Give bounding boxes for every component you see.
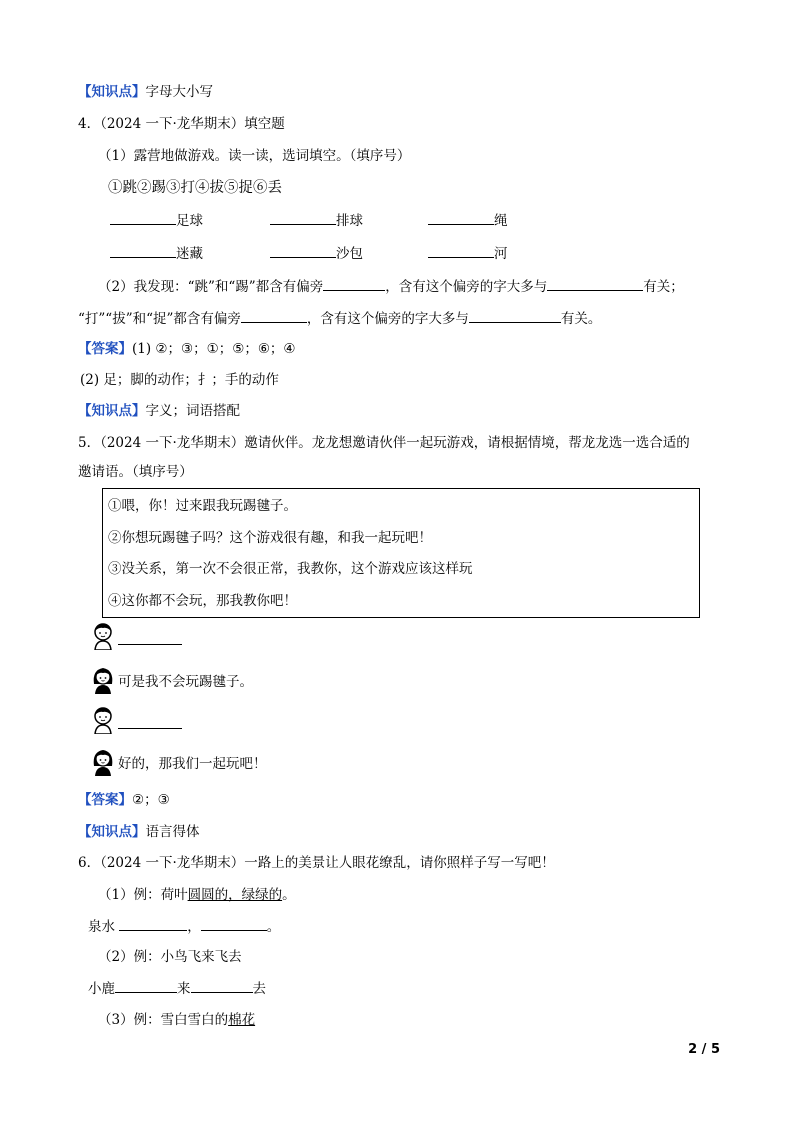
q5-dialog-girl-2: 好的，那我们一起玩吧！ — [118, 756, 267, 772]
answer-blank[interactable] — [270, 243, 336, 258]
page-number: 2 / 5 — [688, 1042, 720, 1057]
q5-heading-cont: 邀请语。（填序号） — [78, 464, 193, 480]
q6-fill-1: 泉水 ， 。 — [88, 916, 280, 937]
q4-row1-item2: 排球 — [270, 210, 363, 231]
q5-dialog-blank-2 — [118, 714, 182, 735]
answer-blank[interactable] — [110, 210, 176, 225]
answer-blank[interactable] — [323, 276, 385, 291]
answer-blank[interactable] — [110, 243, 176, 258]
q5-choice-2: ②你想玩踢毽子吗？这个游戏很有趣，和我一起玩吧！ — [108, 530, 432, 546]
q4-row2-item3: 河 — [428, 243, 508, 264]
q5-dialog-blank-1 — [118, 630, 182, 651]
q4-sub2-line1: （2）我发现：“跳”和“踢”都含有偏旁 ，含有这个偏旁的字大多与 有关； — [98, 276, 684, 297]
q5-knowledge-point: 【知识点】语言得体 — [78, 824, 200, 840]
q4-sub2-line2: “打”“拔”和“捉”都含有偏旁 ，含有这个偏旁的字大多与 有关。 — [78, 308, 601, 329]
q5-choice-4: ④这你都不会玩，那我教你吧！ — [108, 593, 297, 609]
q5-dialog-girl-1: 可是我不会玩踢毽子。 — [118, 674, 253, 690]
answer-blank[interactable] — [115, 978, 177, 993]
answer-blank[interactable] — [119, 916, 187, 931]
answer-blank[interactable] — [118, 714, 182, 729]
q6-example-3: （3）例：雪白雪白的棉花 — [98, 1012, 256, 1028]
answer-blank[interactable] — [191, 978, 253, 993]
answer-blank[interactable] — [469, 308, 561, 323]
q6-fill-2: 小鹿 来 去 — [88, 978, 266, 999]
q5-choice-1: ①喂，你！过来跟我玩踢毽子。 — [108, 498, 297, 514]
answer-blank[interactable] — [118, 630, 182, 645]
q6-example-1: （1）例：荷叶圆圆的，绿绿的。 — [98, 887, 296, 903]
knowledge-text: 字母大小写 — [145, 84, 213, 100]
girl-avatar-icon — [92, 666, 114, 694]
answer-blank[interactable] — [241, 308, 307, 323]
answer-blank[interactable] — [270, 210, 336, 225]
girl-avatar-icon — [92, 748, 114, 776]
q6-example-2: （2）例：小鸟飞来飞去 — [98, 949, 242, 965]
q4-heading: 4．（2024 一下·龙华期末）填空题 — [78, 116, 285, 132]
q6-heading: 6．（2024 一下·龙华期末）一路上的美景让人眼花缭乱，请你照样子写一写吧！ — [78, 855, 555, 871]
q4-row2-item2: 沙包 — [270, 243, 363, 264]
q4-sub1: （1）露营地做游戏。读一读，选词填空。（填序号） — [98, 148, 411, 164]
q4-options: ①跳②踢③打④拔⑤捉⑥丢 — [108, 180, 282, 196]
answer-blank[interactable] — [428, 210, 494, 225]
answer-blank[interactable] — [547, 276, 643, 291]
boy-avatar-icon — [92, 622, 114, 650]
q5-choice-3: ③没关系，第一次不会很正常，我教你，这个游戏应该这样玩 — [108, 561, 473, 577]
answer-blank[interactable] — [201, 916, 267, 931]
q4-knowledge-point: 【知识点】字义；词语搭配 — [78, 403, 240, 419]
knowledge-point-3 — [78, 82, 213, 102]
boy-avatar-icon — [92, 706, 114, 734]
q4-row1-item1: 足球 — [110, 210, 203, 231]
knowledge-tag: 【知识点】 — [78, 84, 146, 100]
q5-answer: 【答案】②；③ — [78, 792, 170, 808]
q4-answer: 【答案】(1) ②；③；①；⑤；⑥；④ — [78, 341, 296, 357]
q4-answer-2: (2) 足；脚的动作；扌；手的动作 — [80, 372, 279, 388]
q4-row2-item1: 迷藏 — [110, 243, 203, 264]
q5-heading: 5．（2024 一下·龙华期末）邀请伙伴。龙龙想邀请伙伴一起玩游戏，请根据情境，帮龙龙选一选合适的 — [78, 435, 690, 451]
answer-blank[interactable] — [428, 243, 494, 258]
q4-row1-item3: 绳 — [428, 210, 508, 231]
